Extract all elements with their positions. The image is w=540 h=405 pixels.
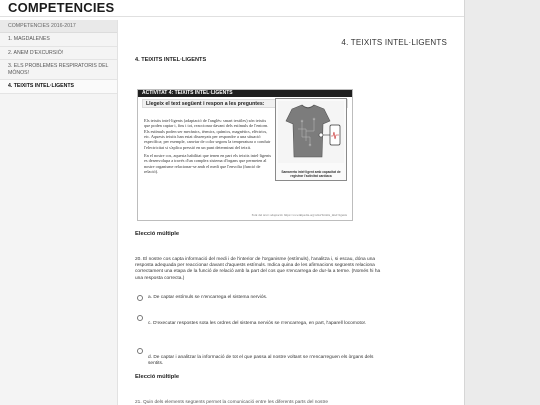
sidebar-course-link[interactable]: COMPETENCIES 2016-2017 xyxy=(0,20,117,33)
site-title[interactable]: COMPETENCIES xyxy=(8,0,115,15)
smart-shirt-image xyxy=(278,101,344,163)
option-a[interactable] xyxy=(137,295,382,303)
option-c-label[interactable]: c. D'executar respostes sota les ordres del sistema nerviós se n'encarrega, en part, l'aparell locomotor. xyxy=(148,321,367,326)
question-20-type: Elecció múltiple xyxy=(135,231,180,237)
sidebar xyxy=(0,20,118,405)
sidebar-item-teixits[interactable]: 4. TEIXITS INTEL·LIGENTS xyxy=(0,80,117,94)
option-c[interactable] xyxy=(137,315,382,337)
sidebar-item-magdalenes[interactable]: 1. MAGDALENES xyxy=(0,33,117,47)
question-21-text: 21. Quin dels elements següents permet la comunicació entre les diferents parts del nostre xyxy=(135,400,329,405)
option-d[interactable] xyxy=(137,348,382,370)
activity-paragraph-1: Els teixits intel·ligents (adaptació de l'anglès: smart textiles) són teixits que poden captar i, fins i tot, reaccionar davant dels estímuls de l'entorn. Els estímuls poden ser mecànics, tèrmics, químics, magnètics, elèctrics, etc. Aquests teixits han estat dissenyats per respondre a una situació específica; per exemple, canviar de color segons la temperatura o conduir l'electricitat si s'aplica pressió en un punt determinat del teixit. xyxy=(144,118,271,150)
right-gutter xyxy=(464,0,540,405)
sidebar-item-problemes-respiratoris[interactable]: 3. ELS PROBLEMES RESPIRATORIS DEL MÒNOS! xyxy=(0,60,117,80)
header-divider xyxy=(0,16,464,17)
option-d-radio[interactable] xyxy=(137,348,143,354)
sidebar-item-excursio[interactable]: 2. ANEM D'EXCURSIÓ! xyxy=(0,47,117,61)
activity-source[interactable]: Font del text i adaptació: https://ca.wikipedia.org/wiki/Teixits_intel·ligents xyxy=(251,213,347,217)
figure-caption: Samarreta intel·ligent amb capacitat de registrar l'activitat cardíaca xyxy=(281,170,341,178)
activity-box xyxy=(137,89,353,221)
option-d-label[interactable]: d. De captar i analitzar la informació de tot el que passa al nostre voltant se n'encarreguen els òrgans dels sentits. xyxy=(148,355,374,367)
section-heading: 4. TEIXITS INTEL·LIGENTS xyxy=(135,57,207,63)
question-21-type: Elecció múltiple xyxy=(135,374,180,380)
activity-title-bar: ACTIVITAT 4: TEIXITS INTEL·LIGENTS xyxy=(138,90,352,97)
smart-shirt-figure xyxy=(275,98,347,181)
activity-instruction: Llegeix el text següent i respon a les preguntes: xyxy=(142,99,348,108)
chapter-title: 4. TEIXITS INTEL·LIGENTS xyxy=(341,38,447,47)
option-c-radio[interactable] xyxy=(137,315,143,321)
activity-paragraph-2: En el nostre cos, aquesta habilitat que tenen en part els teixits intel·ligents es desenvolupa a través d'un complex sistema d'òrgans que permeten al nostre organisme relacionar-se amb el medi que l'envolta (funció de relació). xyxy=(144,153,272,175)
question-20-text: 20. El nostre cos capta informació del medi i de l'interior de l'organisme (estímuls), l'analitza i, si escau, dóna una resposta adequada per reaccionar davant d'aquests estímuls. Indica quina de les afirmacions següents relaciona correctament una etapa de la funció de relació amb la part del cos que s'encarrega de dur-la a terme. (Només hi ha una resposta correcta.) xyxy=(135,257,381,281)
option-a-radio[interactable] xyxy=(137,295,143,301)
activity-text xyxy=(144,118,272,177)
option-a-label[interactable]: a. De captar estímuls se n'encarrega el sistema nerviós. xyxy=(148,295,268,300)
